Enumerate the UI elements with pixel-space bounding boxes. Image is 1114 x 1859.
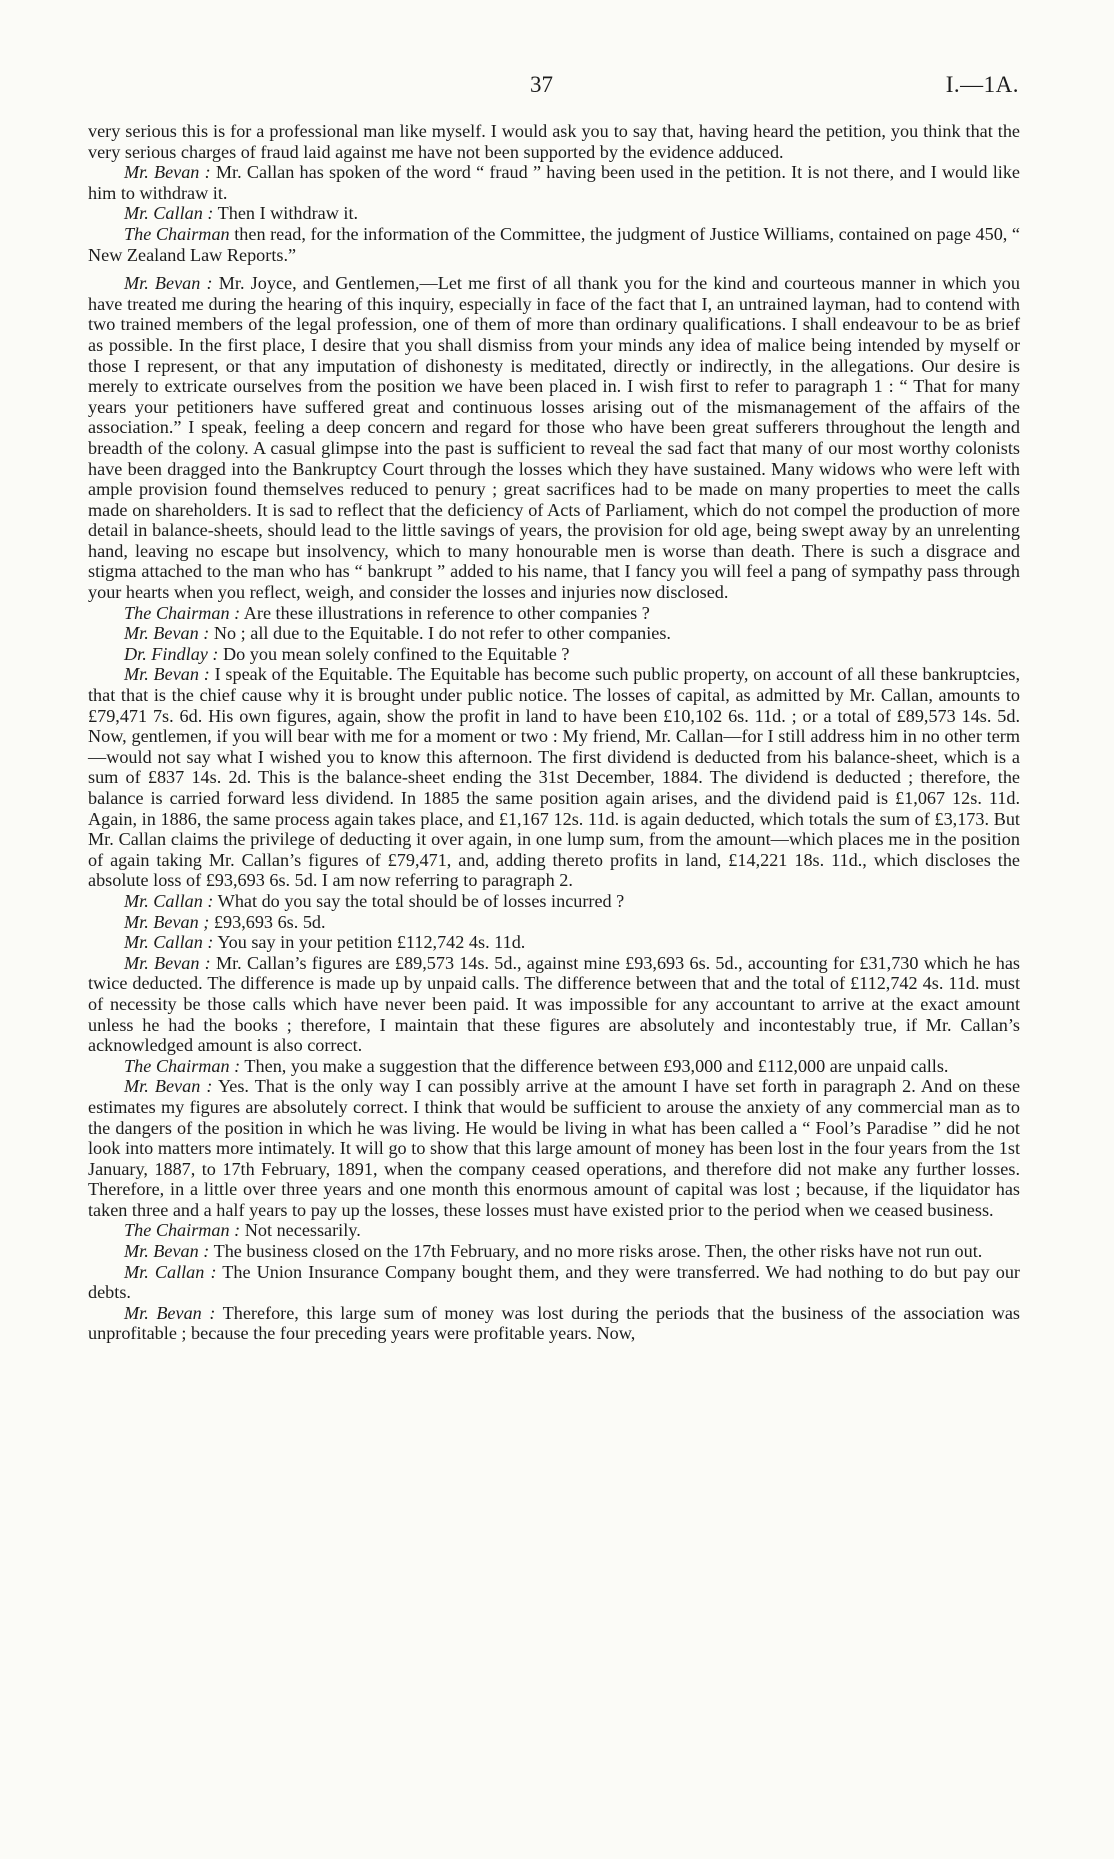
paragraph (88, 623, 1020, 644)
transcript-body (88, 121, 1020, 1344)
page-number: 37 (530, 72, 553, 97)
speaker-name: The Chairman : (124, 1055, 241, 1076)
paragraph-text: Then, you make a suggestion that the difference between £93,000 and £112,000 are unpaid calls. (244, 1055, 949, 1076)
paragraph (88, 891, 1020, 912)
speaker-name: Mr. Bevan : (124, 1241, 210, 1262)
paragraph (88, 1262, 1020, 1303)
paragraph (88, 273, 1020, 603)
paragraph (88, 121, 1020, 162)
speaker-name: Mr. Callan : (124, 203, 214, 224)
document-reference: I.—1A. (945, 72, 1019, 97)
speaker-name: The Chairman (124, 223, 230, 244)
paragraph-text: The business closed on the 17th February, and no more risks arose. Then, the other risks have not run out. (213, 1241, 983, 1262)
paragraph (88, 912, 1020, 933)
paragraph (88, 1220, 1020, 1241)
paragraph-text: Then I withdraw it. (217, 203, 359, 224)
paragraph-text: You say in your petition £112,742 4s. 11d. (217, 932, 526, 953)
speaker-name: Mr. Bevan : (124, 162, 211, 183)
paragraph-text: I speak of the Equitable. The Equitable has become such public property, on account of all these bankruptcies, that that is the chief cause why it is brought under public notice. The losses of capital, as admitted by Mr. Callan, amounts to £79,471 7s. 6d. His own figures, again, show the profit in land to have been £10,102 6s. 11d. ; or a total of £89,573 14s. 5d. Now, gentlemen, if you will bear with me for a moment or two : My friend, Mr. Callan—for I still address him in no other term—would not say what I wished you to know this afternoon. The first dividend is deducted from his balance-sheet, which is a sum of £837 14s. 2d. This is the balance-sheet ending the 31st December, 1884. The dividend is deducted ; therefore, the balance is carried forward less dividend. In 1885 the same position again arises, and the dividend paid is £1,067 12s. 11d. Again, in 1886, the same process again takes place, and £1,167 12s. 11d. is again deducted, which totals the sum of £3,173. But Mr. Callan claims the privilege of deducting it over again, in one lump sum, from the amount—which places me in the position of again taking Mr. Callan’s figures of £79,471, and, adding thereto profits in land, £14,221 18s. 11d., which discloses the absolute loss of £93,693 6s. 5d. I am now referring to paragraph 2. (88, 664, 1020, 891)
paragraph-text: Are these illustrations in reference to other companies ? (243, 602, 650, 623)
paragraph (88, 644, 1020, 665)
speaker-name: Mr. Callan : (124, 1261, 217, 1282)
speaker-name: Mr. Callan : (124, 932, 214, 953)
paragraph (88, 1303, 1020, 1344)
paragraph-text: then read, for the information of the Committee, the judgment of Justice Williams, contained on page 450, “ New Zealand Law Reports.” (88, 223, 1021, 265)
paragraph-text: £93,693 6s. 5d. (213, 911, 326, 932)
paragraph (88, 1241, 1020, 1262)
speaker-name: Mr. Bevan : (124, 1302, 216, 1323)
paragraph-text: Therefore, this large sum of money was lost during the periods that the business of the association was unprofitable ; because the four preceding years were profitable years. Now, (88, 1302, 1020, 1344)
paragraph-text: The Union Insurance Company bought them, and they were transferred. We had nothing to do but pay our debts. (88, 1261, 1020, 1303)
paragraph (88, 664, 1020, 891)
paragraph-text: What do you say the total should be of losses incurred ? (217, 890, 625, 911)
speaker-name: The Chairman : (124, 1220, 241, 1241)
paragraph (88, 953, 1020, 1056)
paragraph-text: Mr. Callan has spoken of the word “ fraud ” having been used in the petition. It is not there, and I would like him to withdraw it. (88, 162, 1020, 203)
speaker-name: Mr. Bevan : (124, 273, 213, 294)
paragraph (88, 203, 1020, 224)
paragraph (88, 224, 1020, 265)
paragraph (88, 932, 1020, 953)
paragraph (88, 1076, 1020, 1220)
paragraph-text: Yes. That is the only way I can possibly arrive at the amount I have set forth in paragraph 2. And on these estimates my figures are absolutely correct. I think that would be sufficient to arouse the anxiety of any commercial man as to the dangers of the position in which he was living. He would be living in what has been called a “ Fool’s Paradise ” did he not look into matters more intimately. It will go to show that this large amount of money has been lost in the four years from the 1st January, 1887, to 17th February, 1891, when the company ceased operations, and therefore did not make any further losses. Therefore, in a little over three years and one month this enormous amount of capital was lost ; because, if the liquidator has taken three and a half years to pay up the losses, these losses must have existed prior to the period when we ceased business. (88, 1076, 1021, 1220)
paragraph-text: Not necessarily. (244, 1220, 361, 1241)
speaker-name: Mr. Bevan : (124, 623, 210, 644)
paragraph-text: Do you mean solely confined to the Equitable ? (223, 643, 570, 664)
paragraph-text: Mr. Callan’s figures are £89,573 14s. 5d., against mine £93,693 6s. 5d., accounting for £31,730 which he has twice deducted. The difference is made up by unpaid calls. The difference between that and the total of £112,742 4s. 11d. must of necessity be those calls which have never been paid. It was impossible for any accountant to arrive at the exact amount unless he had the books ; therefore, I maintain that these figures are absolutely and incontestably true, if Mr. Callan’s acknowledged amount is also correct. (88, 952, 1021, 1056)
paragraph-text: No ; all due to the Equitable. I do not refer to other companies. (213, 623, 671, 644)
speaker-name: The Chairman : (124, 602, 241, 623)
speaker-name: Mr. Bevan : (124, 952, 211, 973)
page-header (0, 72, 1114, 102)
paragraph-text: very serious this is for a professional man like myself. I would ask you to say that, having heard the petition, you think that the very serious charges of fraud laid against me have not been supported by the evidence adduced. (88, 121, 1020, 162)
speaker-name: Mr. Bevan : (124, 1076, 213, 1097)
paragraph-text: Mr. Joyce, and Gentlemen,—Let me first of all thank you for the kind and courteous manner in which you have treated me during the hearing of this inquiry, especially in face of the fact that I, an untrained layman, had to contend with two trained members of the legal profession, one of them of more than ordinary qualifications. I shall endeavour to be as brief as possible. In the first place, I desire that you shall dismiss from your minds any idea of malice being intended by myself or those I represent, or that any imputation of dishonesty is meditated, directly or indirectly, in the allegations. Our desire is merely to extricate ourselves from the position we have been placed in. I wish first to refer to paragraph 1 : “ That for many years your petitioners have suffered great and continuous losses arising out of the mismanagement of the affairs of the association.” I speak, feeling a deep concern and regard for those who have been great sufferers throughout the length and breadth of the colony. A casual glimpse into the past is sufficient to reveal the sad fact that many of our most worthy colonists have been dragged into the Bankruptcy Court through the losses which they have sustained. Many widows who were left with ample provision found themselves reduced to penury ; great sacrifices had to be made on many properties to meet the calls made on shareholders. It is sad to reflect that the deficiency of Acts of Parliament, which do not compel the production of more detail in balance-sheets, should lead to the little savings of years, the provision for old age, being swept away by an unrelenting hand, leaving no escape but insolvency, which to many honourable men is worse than death. There is such a disgrace and stigma attached to the man who has “ bankrupt ” added to his name, that I fancy you will feel a pang of sympathy pass through your hearts when you reflect, weigh, and consider the losses and injuries now disclosed. (88, 273, 1020, 603)
speaker-name: Mr. Callan : (124, 890, 214, 911)
speaker-name: Mr. Bevan ; (124, 911, 210, 932)
paragraph (88, 1056, 1020, 1077)
speaker-name: Mr. Bevan : (124, 664, 210, 685)
paragraph (88, 603, 1020, 624)
speaker-name: Dr. Findlay : (124, 643, 219, 664)
paragraph (88, 162, 1020, 203)
